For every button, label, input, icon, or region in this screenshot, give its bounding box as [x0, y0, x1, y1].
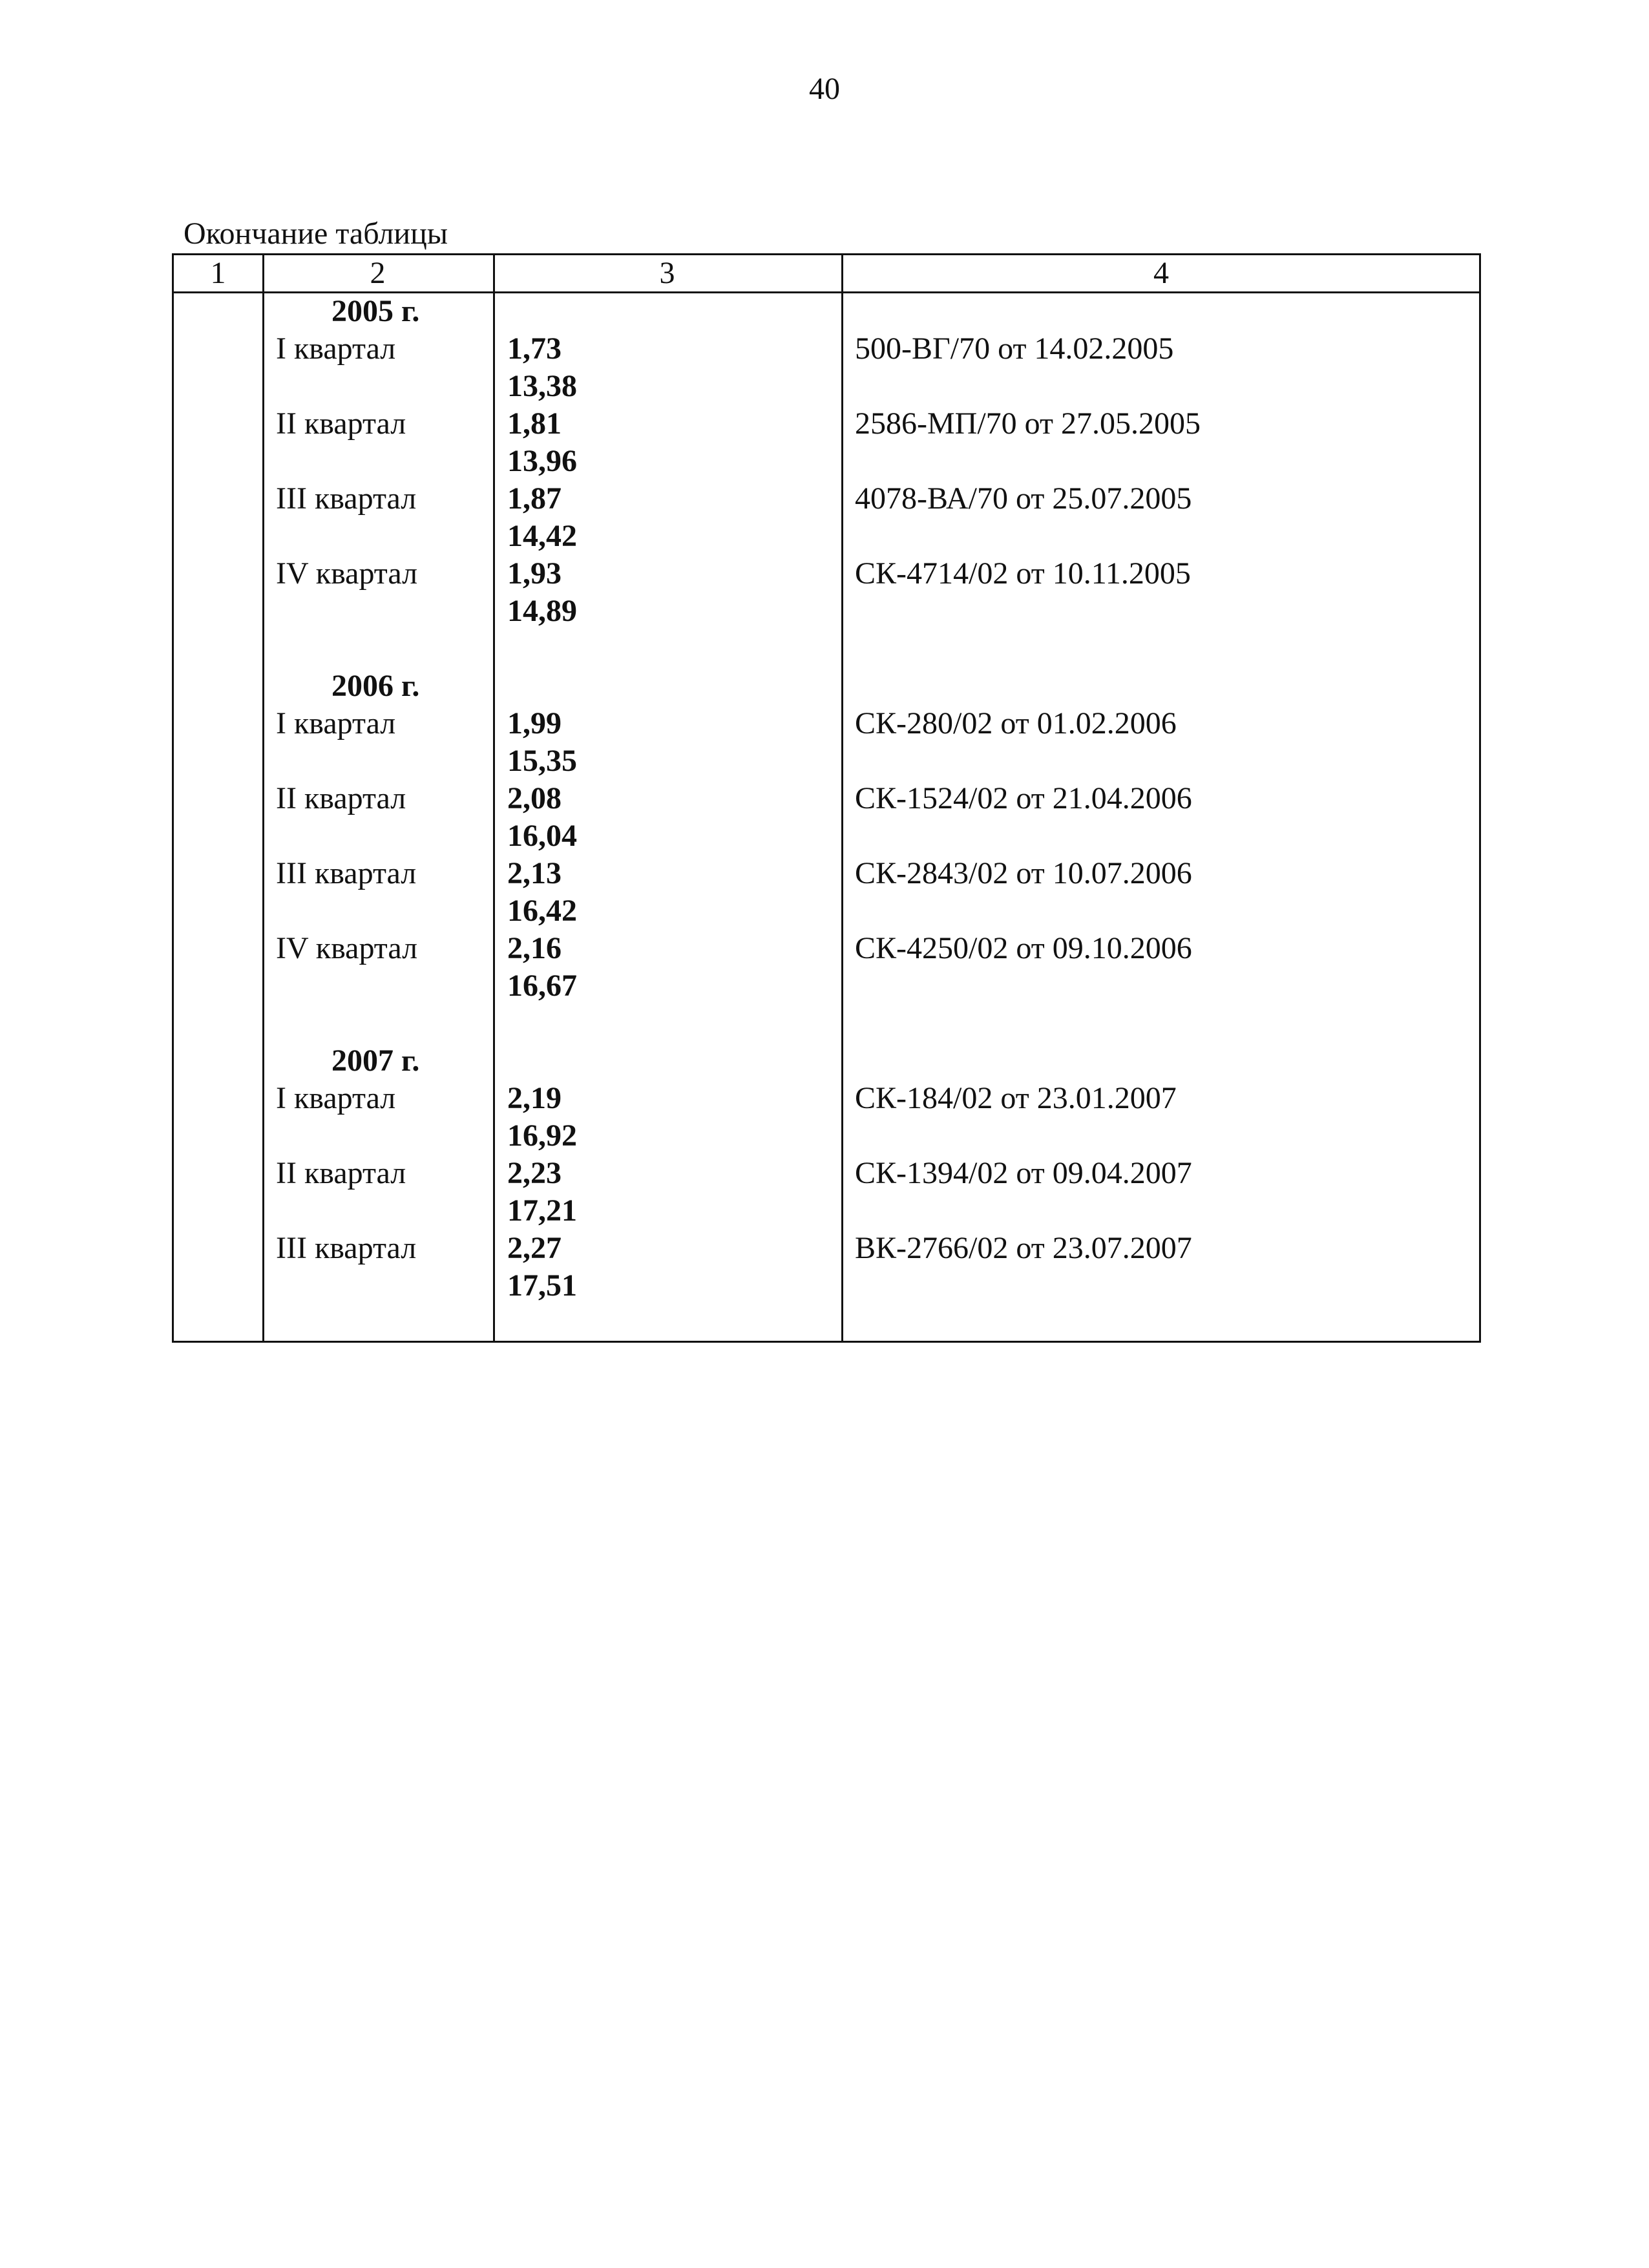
quarter-label: II квартал — [276, 406, 406, 441]
value-a: 1,99 — [507, 706, 562, 740]
quarter-label: II квартал — [276, 781, 406, 815]
value-b: 14,42 — [507, 519, 577, 553]
quarter-label: III квартал — [276, 1231, 417, 1265]
column-divider-1 — [262, 255, 264, 1341]
document-reference: СК-1524/02 от 21.04.2006 — [855, 781, 1192, 815]
value-a: 2,08 — [507, 781, 562, 815]
column-header-2: 2 — [370, 256, 386, 290]
document-reference: СК-4714/02 от 10.11.2005 — [855, 556, 1191, 591]
value-a: 2,27 — [507, 1231, 562, 1265]
page-number: 40 — [809, 72, 840, 106]
quarter-label: II квартал — [276, 1156, 406, 1190]
year-label: 2006 г. — [331, 669, 420, 703]
quarter-label: IV квартал — [276, 931, 418, 965]
data-table — [172, 253, 1481, 1343]
value-a: 2,16 — [507, 931, 562, 965]
value-a: 2,19 — [507, 1081, 562, 1115]
document-reference: 2586-МП/70 от 27.05.2005 — [855, 406, 1201, 441]
value-a: 1,81 — [507, 406, 562, 441]
value-a: 2,23 — [507, 1156, 562, 1190]
document-reference: ВК-2766/02 от 23.07.2007 — [855, 1231, 1192, 1265]
quarter-label: III квартал — [276, 481, 417, 516]
quarter-label: I квартал — [276, 331, 396, 366]
column-header-1: 1 — [210, 256, 226, 290]
value-b: 16,67 — [507, 969, 577, 1003]
value-b: 17,51 — [507, 1268, 577, 1303]
document-reference: СК-2843/02 от 10.07.2006 — [855, 856, 1192, 890]
value-b: 13,96 — [507, 444, 577, 478]
quarter-label: IV квартал — [276, 556, 418, 591]
column-header-4: 4 — [1153, 256, 1169, 290]
year-label: 2007 г. — [331, 1044, 420, 1078]
document-reference: 500-ВГ/70 от 14.02.2005 — [855, 331, 1174, 366]
value-a: 1,87 — [507, 481, 562, 516]
column-divider-2 — [493, 255, 495, 1341]
value-b: 16,92 — [507, 1118, 577, 1153]
value-b: 16,42 — [507, 894, 577, 928]
quarter-label: I квартал — [276, 706, 396, 740]
document-reference: СК-4250/02 от 09.10.2006 — [855, 931, 1192, 965]
value-b: 17,21 — [507, 1193, 577, 1228]
value-b: 15,35 — [507, 744, 577, 778]
value-a: 2,13 — [507, 856, 562, 890]
document-reference: 4078-ВА/70 от 25.07.2005 — [855, 481, 1192, 516]
value-b: 14,89 — [507, 594, 577, 628]
value-a: 1,73 — [507, 331, 562, 366]
quarter-label: I квартал — [276, 1081, 396, 1115]
document-reference: СК-184/02 от 23.01.2007 — [855, 1081, 1177, 1115]
value-a: 1,93 — [507, 556, 562, 591]
quarter-label: III квартал — [276, 856, 417, 890]
column-divider-3 — [841, 255, 843, 1341]
value-b: 13,38 — [507, 369, 577, 403]
document-reference: СК-1394/02 от 09.04.2007 — [855, 1156, 1192, 1190]
value-b: 16,04 — [507, 819, 577, 853]
year-label: 2005 г. — [331, 294, 420, 328]
document-reference: СК-280/02 от 01.02.2006 — [855, 706, 1177, 740]
column-header-3: 3 — [659, 256, 675, 290]
table-caption: Окончание таблицы — [184, 216, 448, 251]
